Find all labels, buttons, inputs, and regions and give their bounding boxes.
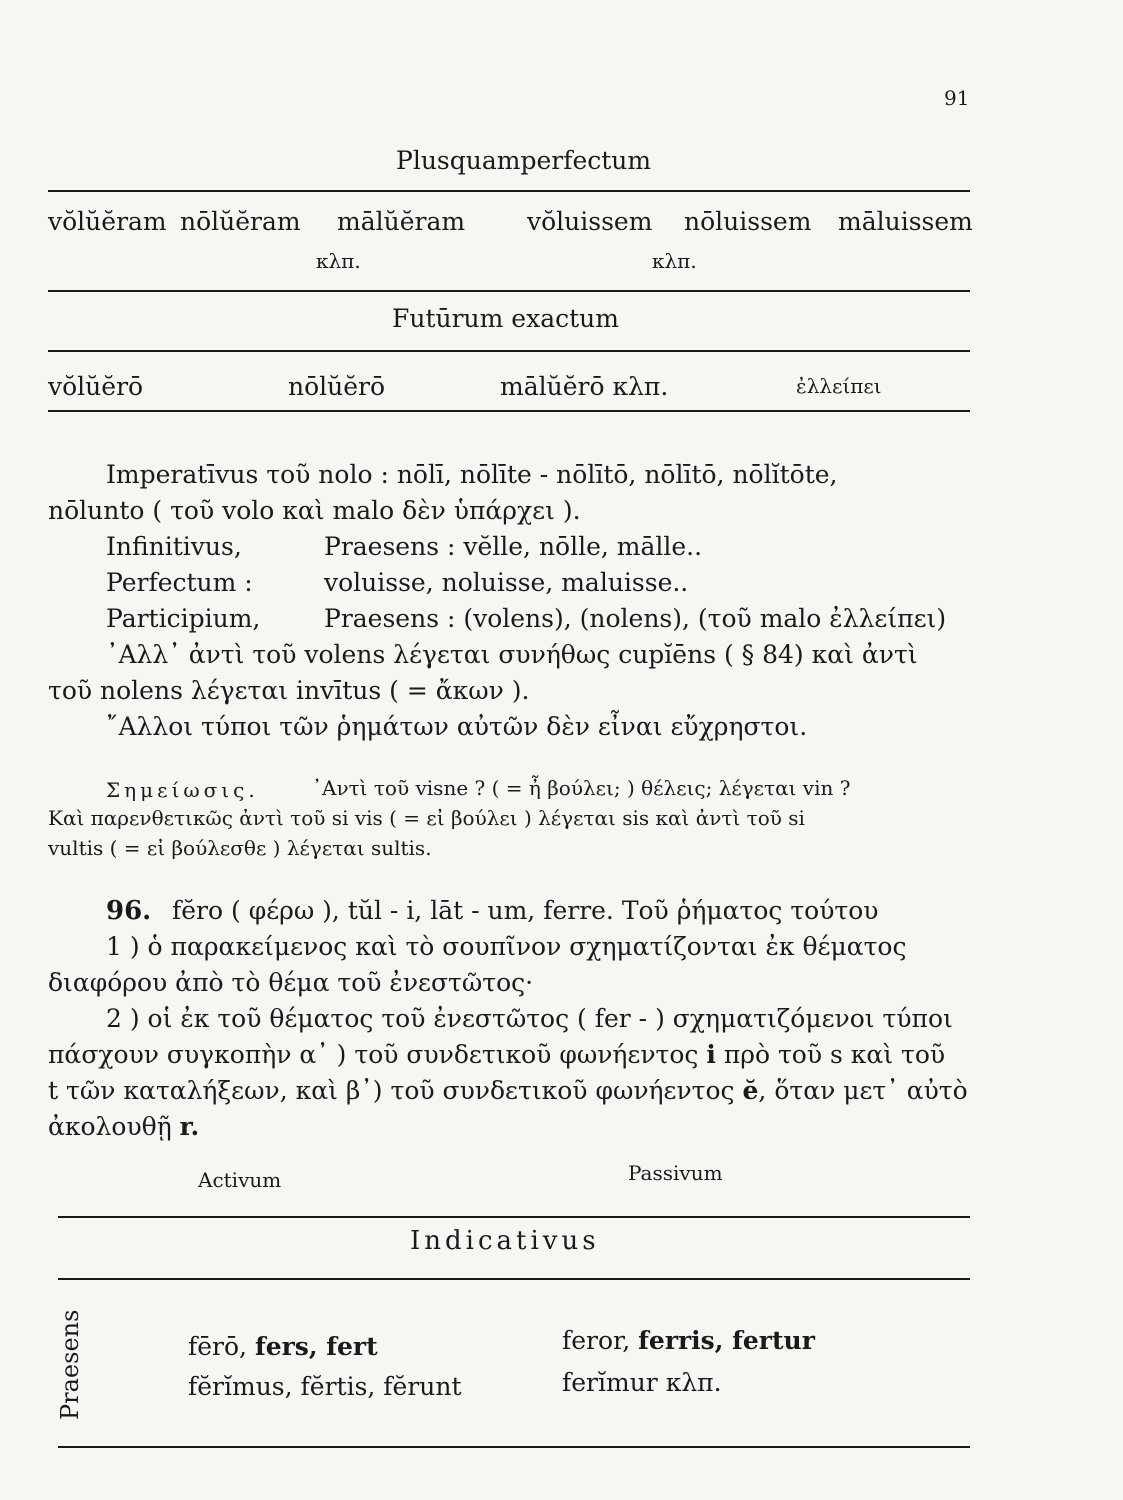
section96-line-6-c: , ὅταν μετ᾿ αὐτὸ [758,1076,968,1105]
plusquam-form-3: mālŭĕram [337,207,466,236]
section96-line-5-a: πάσχουν συγκοπὴν α᾿ ) τοῦ συνδετικοῦ φωνήεντος [48,1040,699,1069]
mood-indicativus: Indicativus [410,1226,600,1256]
section96-line-1: fĕro ( φέρω ), tŭl - i, lāt - um, ferre. Τοῦ ῥήματος τούτου [172,896,879,925]
imperative-line-1: Imperatīvus τοῦ nolo : nōlī, nōlīte - nōlītō, nōlītō, nōlĭtōte, [106,460,838,489]
note-line-3: vultis ( = εἰ βούλεσθε ) λέγεται sultis. [48,836,432,860]
section96-line-2: 1 ) ὁ παρακείμενος καὶ τὸ σουπῖνον σχηματίζονται ἐκ θέματος [106,932,907,961]
infinitive-label: Infinitivus, [106,532,242,561]
futurum-heading: Futūrum exactum [392,304,619,333]
col-activum: Activum [198,1168,282,1192]
plusquam-form-2: nōlŭĕram [180,207,301,236]
perfectum-label: Perfectum : [106,568,253,597]
section96-line-6-a: t τῶν καταλήξεων, καὶ β᾿) τοῦ συνδετικοῦ φωνήεντος [48,1076,735,1105]
plusquam-form-6: māluissem [838,207,973,236]
section96-line-7 [48,1112,199,1141]
plusquam-klp-1: κλπ. [316,249,361,273]
note-line-2: Καὶ παρενθετικῶς ἀντὶ τοῦ si vis ( = εἰ βούλει ) λέγεται sis καὶ ἀντὶ τοῦ si [48,806,805,830]
futurum-form-4: ἐλλείπει [796,374,882,398]
note-line-1: ᾿Αντὶ τοῦ visne ? ( = ἦ βούλει; ) θέλεις; λέγεται vin ? [312,776,851,800]
section96-line-4: 2 ) οἱ ἐκ τοῦ θέματος τοῦ ἐνεστῶτος ( fer - ) σχηματιζόμενοι τύποι [106,1004,953,1033]
passive-row-1-b: ferris, fertur [638,1326,815,1355]
active-row-1 [188,1332,378,1361]
section96-line-3: διαφόρου ἀπὸ τὸ θέμα τοῦ ἐνεστῶτος· [48,968,534,997]
futurum-form-2: nōlŭĕrō [288,372,386,401]
participium-label: Participium, [106,604,261,633]
rule-futurum-top [48,350,970,352]
passive-row-1-a: feror, [562,1326,631,1355]
section96-line-5-b: i [706,1040,716,1069]
col-passivum: Passivum [628,1161,723,1185]
section96-line-7-b: r. [179,1112,200,1141]
infinitive-value: Praesens : vĕlle, nōlle, mālle.. [324,532,703,561]
rule-plusquam-top [48,190,970,192]
passive-row-2: ferĭmur κλπ. [562,1368,722,1397]
perfectum-value: voluisse, noluisse, maluisse.. [324,568,689,597]
active-row-1-b: fers, fert [254,1332,378,1361]
plusquam-heading: Plusquamperfectum [396,146,652,175]
participium-value: Praesens : (volens), (nolens), (τοῦ malo ἐλλείπει) [324,604,947,633]
active-row-2: fĕrĭmus, fĕrtis, fĕrunt [188,1372,462,1401]
tense-praesens: Praesens [56,1309,84,1420]
active-row-1-a: fērō, [188,1332,247,1361]
rule-table-bottom [58,1446,970,1448]
passive-row-1 [562,1326,815,1355]
alloi-line: ῎Αλλοι τύποι τῶν ῥημάτων αὐτῶν δὲν εἶναι εὔχρηστοι. [106,712,808,741]
note-label: Σημείωσις. [106,778,259,802]
page-number: 91 [944,86,970,110]
rule-table-mid [58,1278,970,1280]
futurum-form-3: mālŭĕrō κλπ. [500,372,669,401]
plusquam-form-4: vŏluissem [527,207,653,236]
imperative-line-2: nōlunto ( τοῦ volo καὶ malo δὲν ὑπάρχει ). [48,496,581,525]
alla-line-1: ᾿Αλλ᾿ ἀντὶ τοῦ volens λέγεται συνήθως cupĭēns ( § 84) καὶ ἀντὶ [106,640,918,669]
section96-line-7-a: ἀκολουθῇ [48,1112,172,1141]
futurum-form-1: vŏlŭĕrō [48,372,144,401]
section96-line-6 [48,1076,968,1105]
rule-futurum-bottom [48,410,970,412]
alla-line-2: τοῦ nolens λέγεται invītus ( = ἄκων ). [48,676,530,705]
plusquam-klp-2: κλπ. [652,249,697,273]
section96-line-5-c: πρὸ τοῦ s καὶ τοῦ [723,1040,946,1069]
plusquam-form-5: nōluissem [684,207,812,236]
rule-plusquam-bottom [48,290,970,292]
section-number: 96. [106,896,152,926]
section96-line-6-b: ĕ [742,1076,759,1105]
section96-line-5 [48,1040,945,1069]
plusquam-form-1: vŏlŭĕram [48,207,167,236]
rule-table-top [58,1216,970,1218]
